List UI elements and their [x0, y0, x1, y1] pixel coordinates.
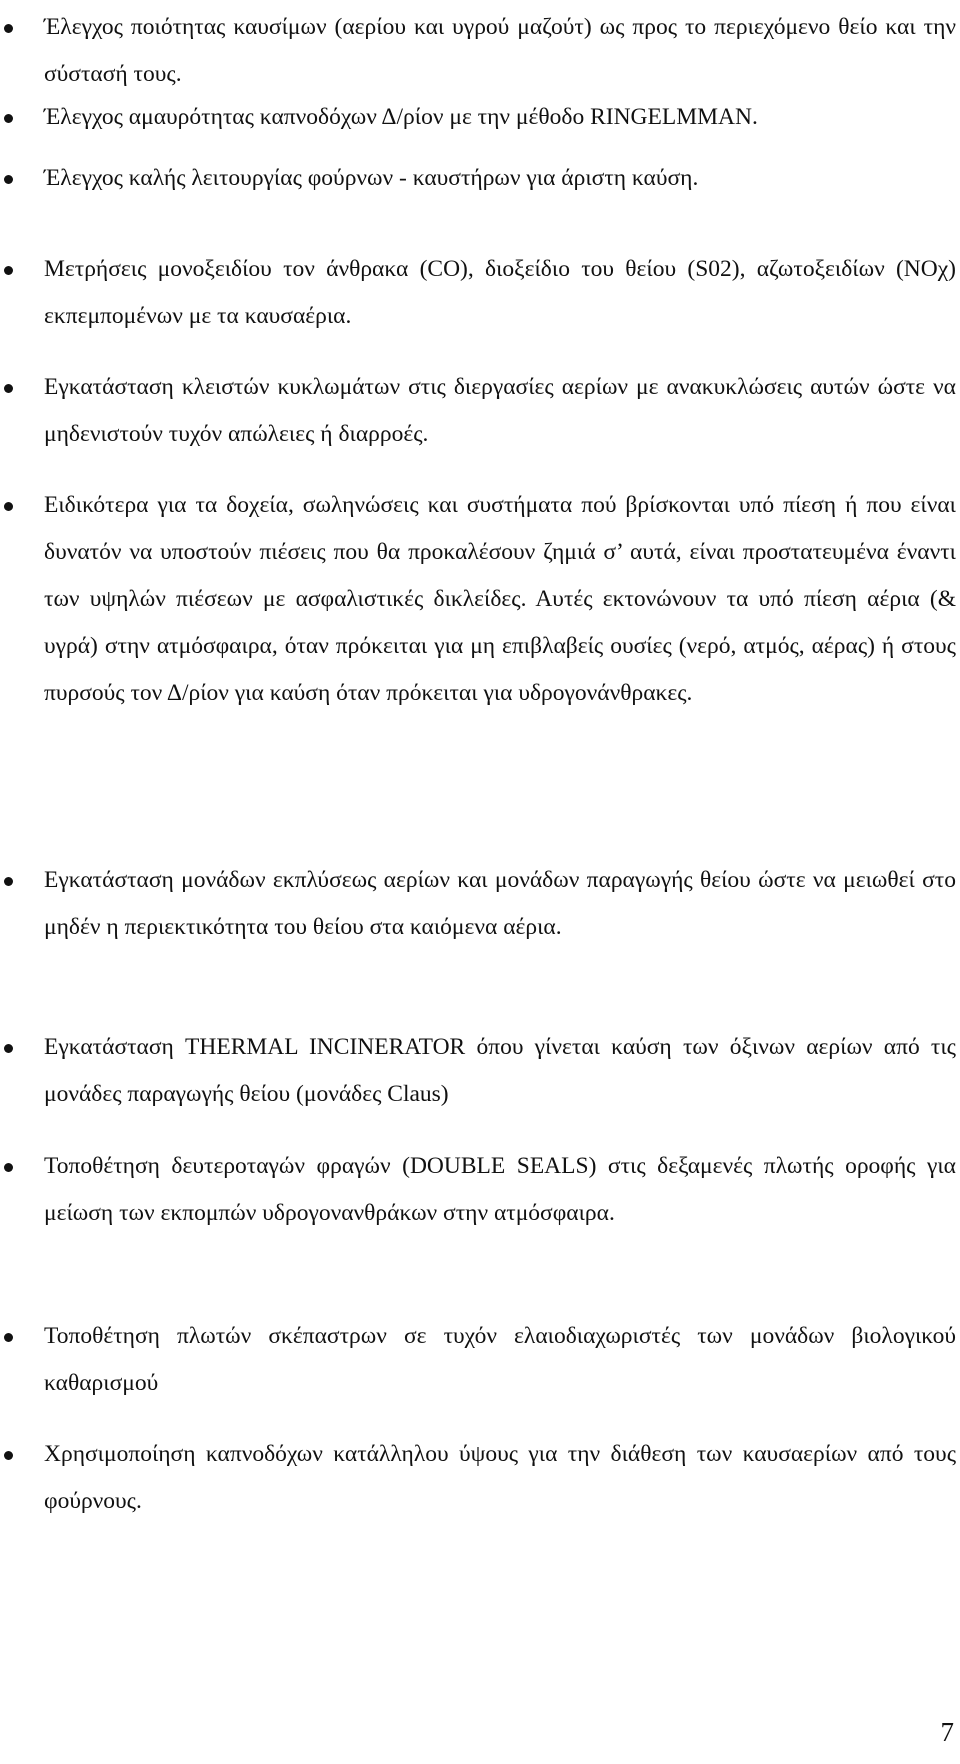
- list-item-text: Εγκατάσταση κλειστών κυκλωμάτων στις διεργασίες αερίων με ανακυκλώσεις αυτών ώστε να μηδενιστούν τυχόν απώλειες ή διαρροές.: [44, 374, 956, 447]
- list-item-text: Έλεγχος αμαυρότητας καπνοδόχων Δ/ρίον με την μέθοδο RINGELMMAN.: [44, 104, 758, 130]
- list-item-text: Έλεγχος καλής λειτουργίας φούρνων - καυστήρων για άριστη καύση.: [44, 165, 699, 191]
- bullet-icon: [4, 1163, 13, 1172]
- list-item-text: Εγκατάσταση THERMAL INCINERATOR όπου γίνεται καύση των όξινων αερίων από τις μονάδες παραγωγής θείου (μονάδες Claus): [44, 1034, 956, 1107]
- page-number: 7: [940, 1717, 954, 1747]
- bullet-icon: [4, 1333, 13, 1342]
- bullet-icon: [4, 384, 13, 393]
- bullet-icon: [4, 877, 13, 886]
- list-item-text: Τοποθέτηση πλωτών σκέπαστρων σε τυχόν ελαιοδιαχωριστές των μονάδων βιολογικού καθαρισμού: [44, 1323, 956, 1396]
- bullet-icon: [4, 1044, 13, 1053]
- list-item-text: Εγκατάσταση μονάδων εκπλύσεως αερίων και μονάδων παραγωγής θείου ώστε να μειωθεί στο μηδέν η περιεκτικότητα του θείου στα καιόμενα αέρια.: [44, 867, 956, 940]
- bullet-icon: [4, 266, 13, 275]
- bullet-icon: [4, 1451, 13, 1460]
- list-item-text: Τοποθέτηση δευτεροταγών φραγών (DOUBLE SEALS) στις δεξαμενές πλωτής οροφής για μείωση των εκπομπών υδρογονανθράκων στην ατμόσφαιρα.: [44, 1153, 956, 1226]
- list-item-text: Ειδικότερα για τα δοχεία, σωληνώσεις και συστήματα πού βρίσκονται υπό πίεση ή που είναι δυνατόν να υποστούν πιέσεις που θα προκαλέσουν ζημιά σ’ αυτά, είναι προστατευμένα έναντι των υψηλών πιέσεων με ασφαλιστικές δικλείδες. Αυτές εκτονώνουν τα υπό πίεση αέρια (& υγρά) στην ατμόσφαιρα, όταν πρόκειται για μη επιβλαβείς ουσίες (νερό, ατμός, αέρας) ή στους πυρσούς τον Δ/ρίον για καύση όταν πρόκειται για υδρογονάνθρακες.: [44, 492, 956, 706]
- list-item-text: Μετρήσεις μονοξειδίου τον άνθρακα (CO), διοξείδιο του θείου (S02), αζωτοξειδίων (NOχ) εκπεμπομένων με τα καυσαέρια.: [44, 256, 956, 329]
- list-item-text: Έλεγχος ποιότητας καυσίμων (αερίου και υγρού μαζούτ) ως προς το περιεχόμενο θείο και την σύστασή τους.: [44, 14, 956, 87]
- bullet-icon: [4, 24, 13, 33]
- list-item-text: Χρησιμοποίηση καπνοδόχων κατάλληλου ύψους για την διάθεση των καυσαερίων από τους φούρνους.: [44, 1441, 956, 1514]
- bullet-icon: [4, 114, 13, 123]
- bullet-icon: [4, 502, 13, 511]
- bullet-icon: [4, 175, 13, 184]
